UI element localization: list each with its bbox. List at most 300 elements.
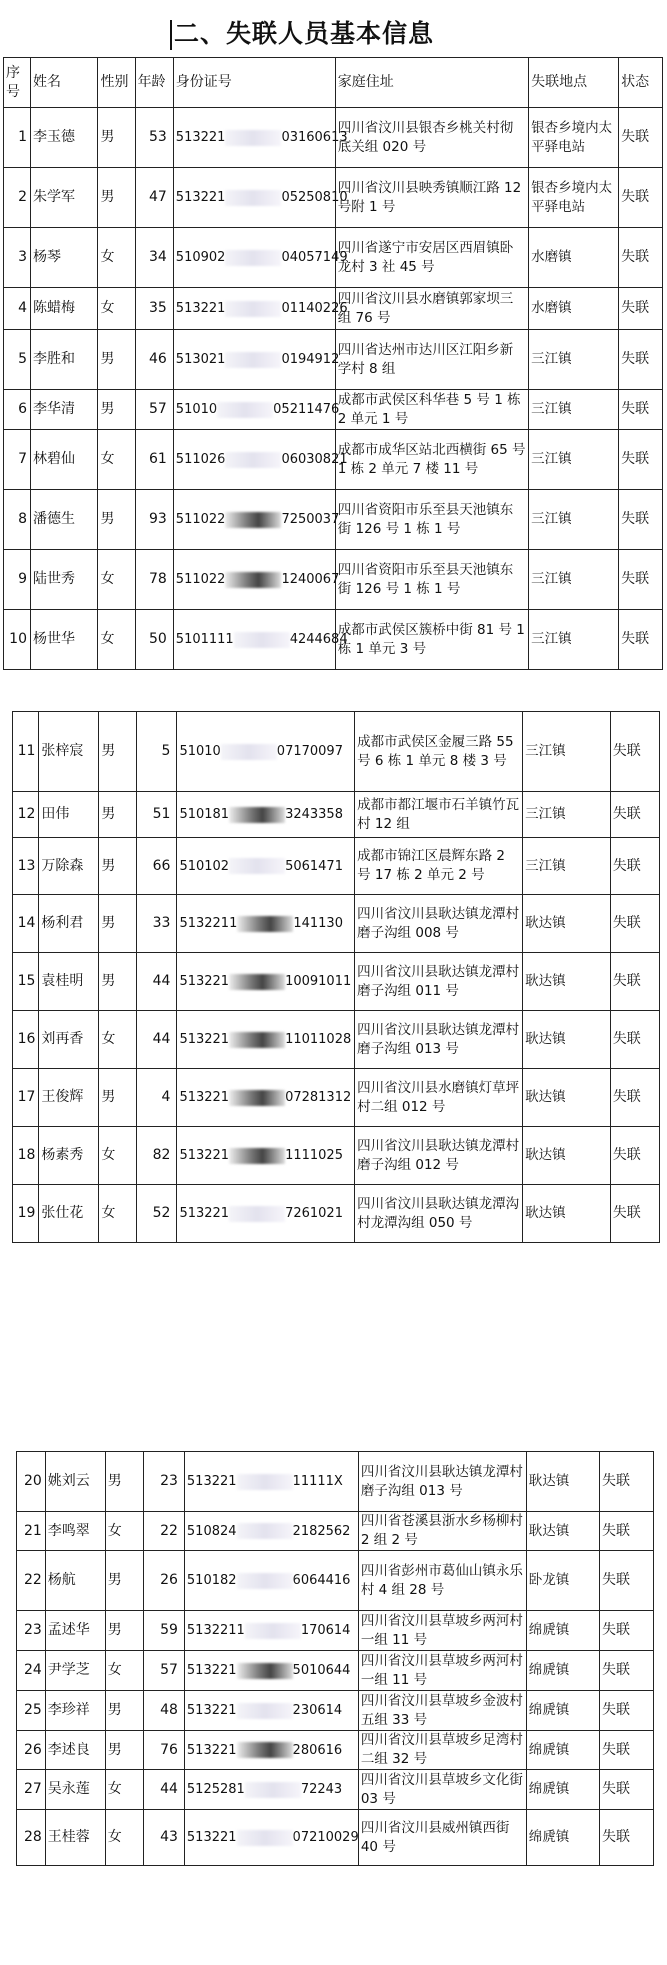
status-cell: 失联 <box>599 1691 653 1731</box>
table-row <box>4 550 663 610</box>
person-sex: 男 <box>105 1611 143 1651</box>
home-address: 四川省汶川县草坡乡文化街 03 号 <box>358 1770 526 1810</box>
person-name: 张梓宸 <box>39 712 99 792</box>
home-address: 四川省遂宁市安居区西眉镇卧龙村 3 社 45 号 <box>335 228 528 288</box>
table-row <box>17 1512 654 1551</box>
person-age: 52 <box>136 1185 177 1243</box>
row-no: 22 <box>17 1551 46 1611</box>
id-number <box>177 953 355 1011</box>
header-id: 身份证号 <box>173 58 335 108</box>
missing-location: 卧龙镇 <box>526 1551 599 1611</box>
id-number <box>173 108 348 168</box>
person-sex: 男 <box>99 895 136 953</box>
id-suffix: 11011028 <box>285 1032 352 1047</box>
person-name: 杨世华 <box>30 610 97 670</box>
id-prefix: 511026 <box>175 452 226 467</box>
person-sex: 男 <box>99 712 136 792</box>
id-prefix: 513221 <box>179 1206 230 1221</box>
table-row <box>13 712 660 792</box>
missing-location: 银杏乡境内太平驿电站 <box>529 108 619 168</box>
id-suffix: 5010644 <box>292 1663 351 1678</box>
person-sex: 女 <box>105 1651 143 1691</box>
status-cell: 失联 <box>610 1127 659 1185</box>
table-row <box>17 1611 654 1651</box>
status-cell: 失联 <box>610 712 659 792</box>
missing-location: 耿达镇 <box>523 1185 611 1243</box>
missing-location: 绵虒镇 <box>526 1691 599 1731</box>
id-suffix: 07170097 <box>276 744 343 759</box>
status-cell: 失联 <box>599 1512 653 1551</box>
person-sex: 女 <box>99 1185 136 1243</box>
row-no: 11 <box>13 712 39 792</box>
id-suffix: 05211476 <box>273 402 340 417</box>
status-cell: 失联 <box>619 168 663 228</box>
person-age: 34 <box>135 228 173 288</box>
missing-location: 绵虒镇 <box>526 1770 599 1810</box>
missing-location: 三江镇 <box>523 712 611 792</box>
redaction-mask <box>245 1623 301 1639</box>
redaction-mask <box>234 632 290 648</box>
id-suffix: 3243358 <box>285 807 343 822</box>
person-name: 李鸣翠 <box>45 1512 105 1551</box>
person-name: 尹学芝 <box>45 1651 105 1691</box>
table-row <box>4 108 663 168</box>
person-age: 44 <box>136 1011 177 1069</box>
id-suffix: 07210029 <box>292 1830 359 1845</box>
table-row <box>13 1011 660 1069</box>
redaction-mask <box>245 1782 301 1798</box>
home-address: 四川省汶川县耿达镇龙潭村磨子沟组 011 号 <box>355 953 523 1011</box>
home-address: 四川省汶川县威州镇西街 40 号 <box>358 1810 526 1866</box>
row-no: 12 <box>13 792 39 838</box>
id-number <box>177 1069 355 1127</box>
person-age: 5 <box>136 712 177 792</box>
table-row <box>17 1731 654 1770</box>
table-row <box>13 953 660 1011</box>
redaction-mask <box>225 301 281 317</box>
person-age: 57 <box>144 1651 185 1691</box>
redaction-mask <box>229 974 285 990</box>
id-number <box>173 228 348 288</box>
id-suffix: 04057149 <box>281 250 348 265</box>
row-no: 7 <box>4 430 31 490</box>
id-suffix: 03160613 <box>281 130 348 145</box>
missing-location: 三江镇 <box>529 430 619 490</box>
id-number <box>184 1770 358 1810</box>
status-cell: 失联 <box>619 228 663 288</box>
home-address: 四川省汶川县草坡乡金波村五组 33 号 <box>358 1691 526 1731</box>
row-no: 13 <box>13 838 39 895</box>
person-age: 23 <box>144 1452 185 1512</box>
missing-location: 耿达镇 <box>523 1127 611 1185</box>
id-prefix: 5132211 <box>186 1623 245 1638</box>
home-address: 四川省汶川县草坡乡两河村一组 11 号 <box>358 1651 526 1691</box>
id-prefix: 51010 <box>179 744 221 759</box>
status-cell: 失联 <box>610 1069 659 1127</box>
status-cell: 失联 <box>599 1731 653 1770</box>
person-age: 50 <box>135 610 173 670</box>
table-row <box>4 430 663 490</box>
person-age: 48 <box>144 1691 185 1731</box>
row-no: 21 <box>17 1512 46 1551</box>
status-cell: 失联 <box>619 610 663 670</box>
id-number <box>177 1011 355 1069</box>
row-no: 1 <box>4 108 31 168</box>
person-age: 4 <box>136 1069 177 1127</box>
id-prefix: 513221 <box>186 1474 237 1489</box>
missing-location: 耿达镇 <box>523 1011 611 1069</box>
id-number <box>173 390 340 430</box>
table-row <box>17 1452 654 1512</box>
person-age: 61 <box>135 430 173 490</box>
person-sex: 男 <box>98 490 135 550</box>
person-name: 李珍祥 <box>45 1691 105 1731</box>
table-row <box>17 1770 654 1810</box>
redaction-mask <box>229 858 285 874</box>
id-prefix: 513021 <box>175 352 226 367</box>
missing-location: 三江镇 <box>529 610 619 670</box>
row-no: 20 <box>17 1452 46 1512</box>
person-name: 张仕花 <box>39 1185 99 1243</box>
person-sex: 男 <box>98 330 135 390</box>
row-no: 16 <box>13 1011 39 1069</box>
id-prefix: 513221 <box>179 1032 230 1047</box>
id-prefix: 513221 <box>179 1148 230 1163</box>
id-number <box>173 490 340 550</box>
redaction-mask <box>217 402 273 418</box>
missing-location: 三江镇 <box>529 550 619 610</box>
id-suffix: 06030821 <box>281 452 348 467</box>
person-age: 35 <box>135 288 173 330</box>
id-suffix: 141130 <box>293 916 343 931</box>
person-age: 76 <box>144 1731 185 1770</box>
person-name: 孟述华 <box>45 1611 105 1651</box>
person-name: 田伟 <box>39 792 99 838</box>
person-sex: 女 <box>98 550 135 610</box>
redaction-mask <box>225 130 281 146</box>
id-suffix: 1111025 <box>285 1148 343 1163</box>
redaction-mask <box>225 352 281 368</box>
person-sex: 男 <box>105 1551 143 1611</box>
table-row <box>4 168 663 228</box>
missing-location: 耿达镇 <box>526 1452 599 1512</box>
id-prefix: 510182 <box>186 1573 237 1588</box>
id-number <box>173 610 348 670</box>
table-row <box>13 1127 660 1185</box>
row-no: 3 <box>4 228 31 288</box>
id-suffix: 2182562 <box>292 1523 351 1539</box>
id-number <box>184 1810 358 1866</box>
person-name: 杨素秀 <box>39 1127 99 1185</box>
row-no: 9 <box>4 550 31 610</box>
id-suffix: 230614 <box>292 1703 343 1718</box>
id-prefix: 511022 <box>175 572 226 587</box>
id-suffix: 01140226 <box>281 301 348 316</box>
person-sex: 女 <box>105 1810 143 1866</box>
person-sex: 男 <box>98 168 135 228</box>
person-sex: 女 <box>99 1127 136 1185</box>
id-prefix: 510102 <box>179 858 230 874</box>
home-address: 四川省汶川县耿达镇龙潭村磨子沟组 013 号 <box>355 1011 523 1069</box>
id-suffix: 11111X <box>292 1474 343 1489</box>
redaction-mask <box>225 572 281 588</box>
status-cell: 失联 <box>619 550 663 610</box>
person-name: 陆世秀 <box>30 550 97 610</box>
missing-location: 三江镇 <box>523 838 611 895</box>
person-age: 46 <box>135 330 173 390</box>
status-cell: 失联 <box>599 1551 653 1611</box>
person-age: 57 <box>135 390 173 430</box>
id-suffix: 7261021 <box>285 1206 343 1221</box>
status-cell: 失联 <box>599 1611 653 1651</box>
person-age: 47 <box>135 168 173 228</box>
header-name: 姓名 <box>30 58 97 108</box>
person-name: 刘再香 <box>39 1011 99 1069</box>
redaction-mask <box>229 807 285 823</box>
redaction-mask <box>237 1523 293 1539</box>
id-number <box>177 712 355 792</box>
table-row <box>4 390 663 430</box>
person-sex: 男 <box>99 1069 136 1127</box>
home-address: 四川省汶川县水磨镇灯草坪村二组 012 号 <box>355 1069 523 1127</box>
person-sex: 男 <box>99 953 136 1011</box>
redaction-mask <box>221 744 277 760</box>
status-cell: 失联 <box>599 1452 653 1512</box>
home-address: 成都市成华区站北西横街 65 号 1 栋 2 单元 7 楼 11 号 <box>335 430 528 490</box>
missing-location: 耿达镇 <box>526 1512 599 1551</box>
text-cursor <box>170 20 172 50</box>
id-suffix: 0194912 <box>281 352 340 367</box>
person-name: 朱学军 <box>30 168 97 228</box>
row-no: 2 <box>4 168 31 228</box>
id-number <box>177 792 355 838</box>
status-cell: 失联 <box>619 108 663 168</box>
id-number <box>177 1185 355 1243</box>
table-row <box>4 490 663 550</box>
id-number <box>184 1651 358 1691</box>
id-prefix: 513221 <box>179 974 230 989</box>
id-prefix: 513221 <box>175 301 226 316</box>
person-name: 万除森 <box>39 838 99 895</box>
person-sex: 男 <box>99 838 136 895</box>
person-name: 李玉德 <box>30 108 97 168</box>
missing-location: 绵虒镇 <box>526 1731 599 1770</box>
redaction-mask <box>229 1090 285 1106</box>
header-sex: 性别 <box>98 58 135 108</box>
redaction-mask <box>225 190 281 206</box>
person-age: 78 <box>135 550 173 610</box>
person-name: 吴永莲 <box>45 1770 105 1810</box>
missing-location: 水磨镇 <box>529 288 619 330</box>
person-sex: 女 <box>98 288 135 330</box>
redaction-mask <box>237 1573 293 1589</box>
person-name: 杨航 <box>45 1551 105 1611</box>
missing-location: 三江镇 <box>529 490 619 550</box>
home-address: 四川省汶川县水磨镇郭家坝三组 76 号 <box>335 288 528 330</box>
person-sex: 女 <box>98 610 135 670</box>
home-address: 四川省汶川县耿达镇龙潭村磨子沟组 008 号 <box>355 895 523 953</box>
row-no: 25 <box>17 1691 46 1731</box>
person-age: 43 <box>144 1810 185 1866</box>
table-part-2 <box>12 711 660 1243</box>
row-no: 18 <box>13 1127 39 1185</box>
home-address: 成都市武侯区金履三路 55 号 6 栋 1 单元 8 楼 3 号 <box>355 712 523 792</box>
person-name: 姚刘云 <box>45 1452 105 1512</box>
id-prefix: 513221 <box>186 1663 237 1678</box>
id-number <box>177 1127 355 1185</box>
person-age: 59 <box>144 1611 185 1651</box>
redaction-mask <box>229 1148 285 1164</box>
missing-location: 耿达镇 <box>523 1069 611 1127</box>
person-name: 潘德生 <box>30 490 97 550</box>
id-prefix: 513221 <box>186 1703 237 1718</box>
row-no: 5 <box>4 330 31 390</box>
id-number <box>184 1452 358 1512</box>
status-cell: 失联 <box>610 838 659 895</box>
person-age: 51 <box>136 792 177 838</box>
id-prefix: 513221 <box>175 130 226 145</box>
id-number <box>177 838 355 895</box>
table-row <box>4 288 663 330</box>
missing-location: 三江镇 <box>523 792 611 838</box>
person-age: 53 <box>135 108 173 168</box>
id-number <box>184 1551 358 1611</box>
person-name: 杨琴 <box>30 228 97 288</box>
redaction-mask <box>229 1032 285 1048</box>
redaction-mask <box>237 1474 293 1490</box>
row-no: 24 <box>17 1651 46 1691</box>
table-row <box>13 895 660 953</box>
home-address: 四川省汶川县银杏乡桃关村彻底关组 020 号 <box>335 108 528 168</box>
home-address: 成都市武侯区簇桥中街 81 号 1 栋 1 单元 3 号 <box>335 610 528 670</box>
home-address: 四川省彭州市葛仙山镇永乐村 4 组 28 号 <box>358 1551 526 1611</box>
missing-location: 银杏乡境内太平驿电站 <box>529 168 619 228</box>
redaction-mask <box>225 512 281 528</box>
status-cell: 失联 <box>619 390 663 430</box>
table-header-row <box>4 58 663 108</box>
id-prefix: 511022 <box>175 512 226 527</box>
row-no: 17 <box>13 1069 39 1127</box>
missing-location: 三江镇 <box>529 390 619 430</box>
status-cell: 失联 <box>610 1011 659 1069</box>
table-row <box>17 1551 654 1611</box>
person-age: 44 <box>136 953 177 1011</box>
id-number <box>177 895 355 953</box>
person-age: 82 <box>136 1127 177 1185</box>
missing-location: 绵虒镇 <box>526 1611 599 1651</box>
person-sex: 女 <box>105 1770 143 1810</box>
table-row <box>4 228 663 288</box>
person-sex: 女 <box>98 430 135 490</box>
redaction-mask <box>229 1206 285 1222</box>
row-no: 4 <box>4 288 31 330</box>
row-no: 28 <box>17 1810 46 1866</box>
table-row <box>13 1185 660 1243</box>
person-name: 袁桂明 <box>39 953 99 1011</box>
table-row <box>13 1069 660 1127</box>
home-address: 四川省资阳市乐至县天池镇东街 126 号 1 栋 1 号 <box>335 550 528 610</box>
redaction-mask <box>237 1830 293 1846</box>
redaction-mask <box>237 1663 293 1679</box>
id-prefix: 5125281 <box>186 1782 245 1797</box>
row-no: 19 <box>13 1185 39 1243</box>
status-cell: 失联 <box>619 490 663 550</box>
table-row <box>17 1810 654 1866</box>
home-address: 四川省汶川县耿达镇龙潭村磨子沟组 013 号 <box>358 1452 526 1512</box>
id-number <box>184 1691 358 1731</box>
header-address: 家庭住址 <box>335 58 528 108</box>
person-name: 王桂蓉 <box>45 1810 105 1866</box>
status-cell: 失联 <box>599 1651 653 1691</box>
id-prefix: 510181 <box>179 807 230 822</box>
status-cell: 失联 <box>610 953 659 1011</box>
id-prefix: 510824 <box>186 1523 237 1539</box>
id-number <box>173 430 348 490</box>
status-cell: 失联 <box>619 330 663 390</box>
table-row <box>17 1691 654 1731</box>
row-no: 27 <box>17 1770 46 1810</box>
id-suffix: 6064416 <box>292 1573 351 1588</box>
person-name: 林碧仙 <box>30 430 97 490</box>
redaction-mask <box>225 250 281 266</box>
person-age: 66 <box>136 838 177 895</box>
id-prefix: 513221 <box>175 190 226 205</box>
id-suffix: 10091011 <box>285 974 352 989</box>
section-title <box>170 14 434 50</box>
home-address: 成都市锦江区晨辉东路 2 号 17 栋 2 单元 2 号 <box>355 838 523 895</box>
row-no: 26 <box>17 1731 46 1770</box>
status-cell: 失联 <box>619 430 663 490</box>
id-prefix: 513221 <box>179 1090 230 1105</box>
id-suffix: 05250810 <box>281 190 348 205</box>
person-name: 杨利君 <box>39 895 99 953</box>
person-sex: 男 <box>105 1452 143 1512</box>
home-address: 成都市武侯区科华巷 5 号 1 栋 2 单元 1 号 <box>335 390 528 430</box>
person-sex: 男 <box>105 1731 143 1770</box>
id-suffix: 1240067 <box>281 572 340 587</box>
person-sex: 男 <box>98 390 135 430</box>
id-prefix: 5132211 <box>179 916 238 931</box>
id-number <box>173 288 348 330</box>
id-suffix: 07281312 <box>285 1090 352 1105</box>
table-row <box>13 792 660 838</box>
id-prefix: 5101111 <box>175 632 234 647</box>
id-suffix: 170614 <box>300 1623 351 1638</box>
person-name: 王俊辉 <box>39 1069 99 1127</box>
id-number <box>184 1512 358 1551</box>
section-title-text: 二、失联人员基本信息 <box>174 19 435 48</box>
missing-location: 绵虒镇 <box>526 1810 599 1866</box>
home-address: 四川省汶川县耿达镇龙潭村磨子沟组 012 号 <box>355 1127 523 1185</box>
header-age: 年龄 <box>135 58 173 108</box>
status-cell: 失联 <box>610 895 659 953</box>
header-status: 状态 <box>619 58 663 108</box>
missing-location: 耿达镇 <box>523 895 611 953</box>
person-sex: 女 <box>99 1011 136 1069</box>
row-no: 23 <box>17 1611 46 1651</box>
status-cell: 失联 <box>610 1185 659 1243</box>
id-number <box>173 550 340 610</box>
home-address: 四川省汶川县草坡乡足湾村二组 32 号 <box>358 1731 526 1770</box>
id-prefix: 513221 <box>186 1830 237 1845</box>
status-cell: 失联 <box>599 1770 653 1810</box>
id-suffix: 5061471 <box>285 858 343 874</box>
status-cell: 失联 <box>599 1810 653 1866</box>
table-row <box>4 610 663 670</box>
id-suffix: 72243 <box>300 1782 343 1797</box>
person-age: 33 <box>136 895 177 953</box>
person-sex: 男 <box>105 1691 143 1731</box>
